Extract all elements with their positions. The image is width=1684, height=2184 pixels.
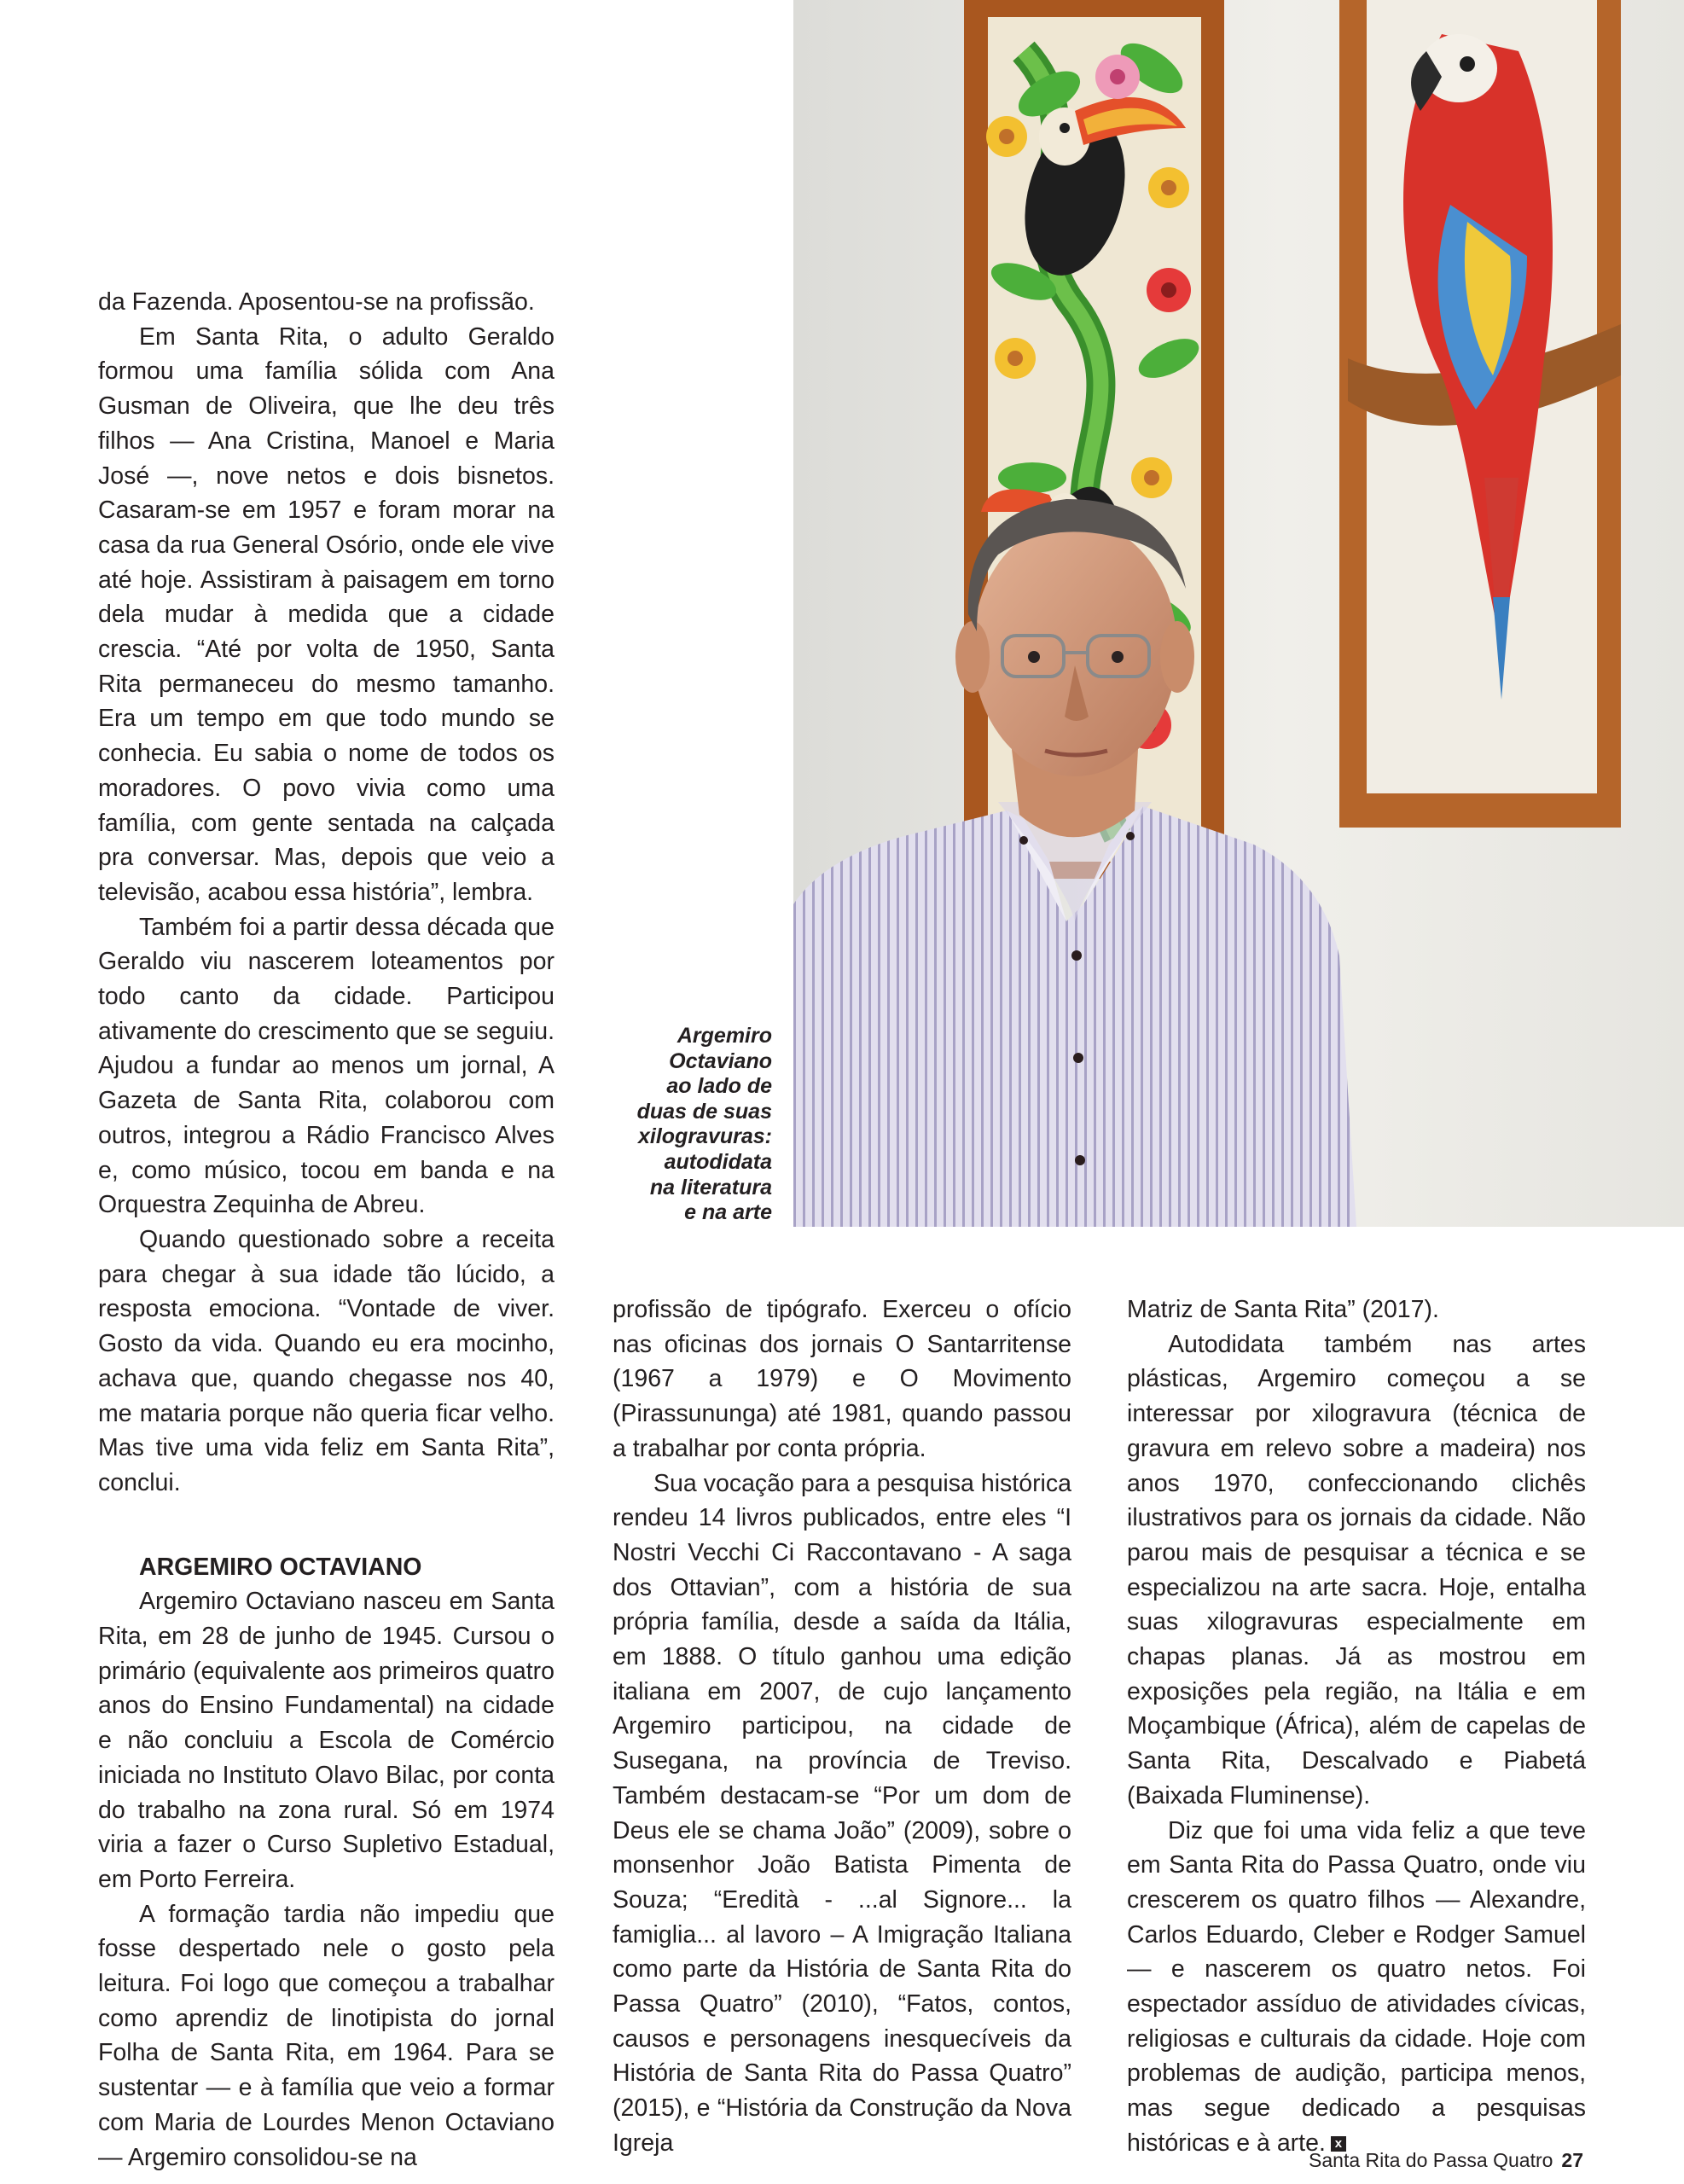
paragraph: Quando questionado sobre a receita para chegar à sua idade tão lúcido, a resposta emociona. “Vontade de viver. Gosto da vida. Quando eu era mocinho, achava que, quando chegasse nos 40, me mataria porque não queria ficar velho. Mas tive uma vida feliz em Santa Rita”, conclui. [98,1225,555,1496]
caption-line: Argemiro [677,1024,772,1048]
photo-caption [597,1024,772,1226]
paragraph: Argemiro Octaviano nasceu em Santa Rita, em 28 de junho de 1945. Cursou o primário (equivalente aos primeiros quatro anos do Ensino Fundamental) na cidade e não concluiu a Escola de Comércio iniciada no Instituto Olavo Bilac, por conta do trabalho na zona rural. Só em 1974 viria a fazer o Curso Supletivo Estadual, em Porto Ferreira. [98,1588,555,1893]
article-column-1 [98,285,555,2171]
paragraph: Sua vocação para a pesquisa histórica rendeu 14 livros publicados, entre eles “I Nostri Vecchi Ci Raccontavano - A saga dos Ottavian”, com a história de sua própria família, desde a saída da Itália, em 1888. O título ganhou uma edição italiana em 2007, de cujo lançamento Argemiro participou, na cidade de Susegana, na província de Treviso. Também destacam-se “Por um dom de Deus ele se chama João” (2009), sobre o monsenhor João Batista Pimenta de Souza; “Eredità - ...al Signore... la famiglia... al lavoro – A Imigração Italiana como parte da História de Santa Rita do Passa Quatro” (2010), “Fatos, contos, causos e personagens inesquecíveis da História de Santa Rita do Passa Quatro” (2015), e “História da Construção da Nova Igreja [613,1469,1071,2157]
paragraph: Em Santa Rita, o adulto Geraldo formou uma família sólida com Ana Gusman de Oliveira, que lhe deu três filhos — Ana Cristina, Manoel e Maria José —, nove netos e dois bisnetos. Casaram-se em 1957 e foram morar na casa da rua General Osório, onde ele vive até hoje. Assistiram à paisagem em torno dela mudar à medida que a cidade crescia. “Até por volta de 1950, Santa Rita permaneceu do mesmo tamanho. Era um tempo em que todo mundo se conhecia. Eu sabia o nome de todos os moradores. O povo vivia como uma família, com gente sentada na calçada pra conversar. Mas, depois que veio a televisão, acabou essa história”, lembra. [98,322,555,906]
caption-line: e na arte [684,1200,772,1225]
caption-line: na literatura [649,1175,772,1199]
caption-line: duas de suas [636,1099,772,1124]
paragraph-text: Diz que foi uma vida feliz a que teve em Santa Rita do Passa Quatro, onde viu crescerem os quatro filhos — Alexandre, Carlos Eduardo, Cleber e Rodger Samuel — e nascerem os quatro netos. Foi espectador assíduo de atividades cívicas, religiosas e culturais da cidade. Hoje com problemas de audição, participa menos, mas segue dedicado a pesquisas históricas e à arte. [1127,1816,1586,2157]
page-footer [1309,2147,1583,2173]
paragraph: A formação tardia não impediu que fosse despertado nele o gosto pela leitura. Foi logo que começou a trabalhar como aprendiz de linotipista do jornal Folha de Santa Rita, em 1964. Para se sustentar — e à família que veio a formar com Maria de Lourdes Menon Octaviano — Argemiro consolidou-se na [98,1900,555,2171]
woodcut-parrot-panel [1339,0,1621,828]
caption-line: Octaviano [669,1048,772,1073]
end-of-article-icon: x [1331,2136,1346,2152]
paragraph: Matriz de Santa Rita” (2017). [1127,1296,1439,1323]
section-heading: ARGEMIRO OCTAVIANO [139,1553,422,1581]
caption-line: xilogravuras: [637,1124,772,1149]
article-column-3 [1127,1292,1586,2157]
article-column-2 [613,1292,1071,2157]
paragraph: profissão de tipógrafo. Exerceu o ofício nas oficinas dos jornais O Santarritense (1967 a 1979) e O Movimento (Pirassununga) até 1981, quando passou a trabalhar por conta própria. [613,1296,1071,1462]
portrait-photo [793,0,1684,1227]
publication-name: Santa Rita do Passa Quatro [1309,2149,1553,2171]
paragraph: da Fazenda. Aposentou-se na profissão. [98,288,535,316]
paragraph: Também foi a partir dessa década que Geraldo viu nascerem loteamentos por todo canto da cidade. Participou ativamente do crescimento que se seguiu. Ajudou a fundar ao menos um jornal, A Gazeta de Santa Rita, colaborou com outros, integrou a Rádio Francisco Alves e, como músico, tocou em banda e na Orquestra Zequinha de Abreu. [98,913,555,1219]
caption-line: ao lado de [666,1074,772,1099]
paragraph [1127,1814,1586,2161]
page-number: 27 [1561,2149,1583,2171]
caption-line: autodidata [664,1149,772,1174]
paragraph: Autodidata também nas artes plásticas, Argemiro começou a se interessar por xilogravura (técnica de gravura em relevo sobre a madeira) nos anos 1970, confeccionando clichês ilustrativos para os jornais da cidade. Não parou mais de pesquisar a técnica e se especializou na arte sacra. Hoje, entalha suas xilogravuras especialmente em chapas planas. Já as mostrou em exposições pela região, na Itália e em Moçambique (África), além de capelas de Santa Rita, Descalvado e Piabetá (Baixada Fluminense). [1127,1330,1586,1809]
